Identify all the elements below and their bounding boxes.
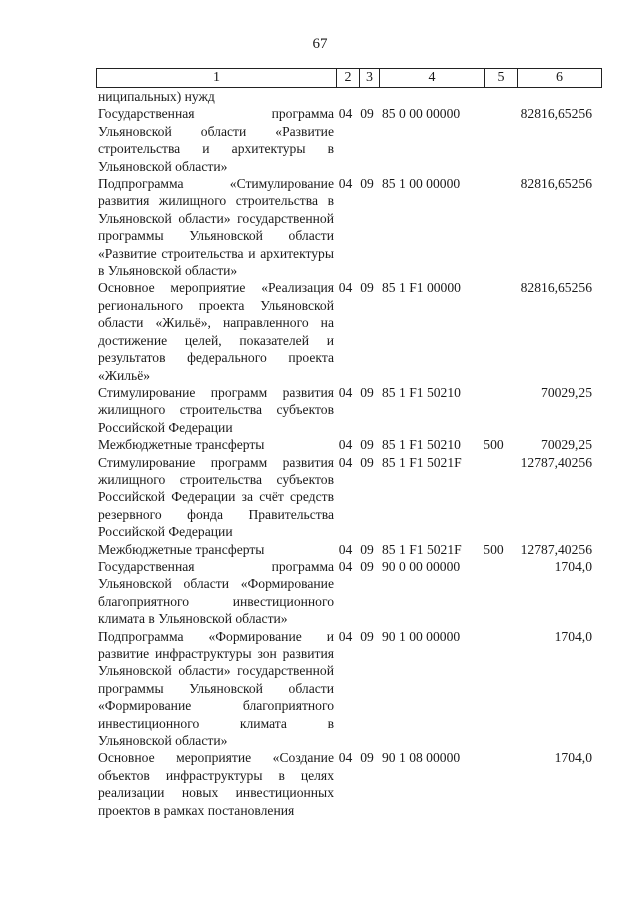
row-amount: 82816,65256 [520,106,592,122]
header-col-1: 1 [97,69,337,88]
row-subsection: 09 [360,437,374,453]
row-target-code: 85 1 F1 00000 [382,280,461,296]
row-subsection: 09 [360,176,374,192]
row-name: Межбюджетные трансферты [98,437,265,453]
row-name: Межбюджетные трансферты [98,541,265,557]
row-name: Стимулирование программ развития жилищного строительства субъектов Российской Федерации [98,384,334,435]
row-section: 04 [338,437,353,453]
row-section: 04 [338,750,353,766]
row-expense-type: 500 [483,541,504,557]
header-col-2: 2 [337,69,360,88]
row-amount: 12787,40256 [520,541,592,557]
row-subsection: 09 [360,541,374,557]
row-amount: 82816,65256 [520,280,592,296]
table-row [96,175,601,279]
row-name: Основное мероприятие «Создание объектов инфраструктуры в целях реализации новых инвестиционных проектов в рамках постановления [98,750,334,818]
row-subsection: 09 [360,384,374,400]
row-amount: 1704,0 [554,750,592,766]
table-row [96,105,601,175]
row-section: 04 [338,541,353,557]
row-name: Стимулирование программ развития жилищного строительства субъектов Российской Федерации за счёт средств резервного фонда Правительства Российской Федерации [98,454,334,540]
row-name: Подпрограмма «Стимулирование развития жилищного строительства в Ульяновской области» государственной программы Ульяновской области «Развитие строительства и архитектуры в Ульяновской области» [98,176,334,279]
header-col-3: 3 [360,69,380,88]
row-section: 04 [338,176,353,192]
table-row [96,749,601,819]
table-body [96,88,601,819]
row-expense-type: 500 [483,437,504,453]
row-subsection: 09 [360,454,374,470]
row-target-code: 85 1 F1 50210 [382,384,461,400]
row-target-code: 90 1 08 00000 [382,750,461,766]
row-name: Государственная программа Ульяновской области «Развитие строительства и архитектуры в Ульяновской области» [98,106,334,174]
header-col-4: 4 [380,69,485,88]
table-row [96,454,601,541]
row-target-code: 90 0 00 00000 [382,558,461,574]
table-header [96,68,602,88]
table-row [96,628,601,750]
row-target-code: 90 1 00 00000 [382,628,461,644]
table-row [96,88,601,105]
row-section: 04 [338,106,353,122]
row-name: Государственная программа Ульяновской области «Формирование благоприятного инвестиционного климата в Ульяновской области» [98,558,334,627]
row-subsection: 09 [360,628,374,644]
row-section: 04 [338,628,353,644]
row-section: 04 [338,454,353,470]
row-amount: 70029,25 [541,384,592,400]
row-amount: 12787,40256 [520,454,592,470]
row-amount: 82816,65256 [520,176,592,192]
row-subsection: 09 [360,750,374,766]
row-amount: 70029,25 [541,437,592,453]
table-row [96,541,601,558]
table-row [96,436,601,453]
row-subsection: 09 [360,558,374,574]
row-target-code: 85 1 F1 5021F [382,541,462,557]
row-amount: 1704,0 [554,558,592,574]
table-row [96,279,601,383]
row-subsection: 09 [360,280,374,296]
row-amount: 1704,0 [554,628,592,644]
table-row [96,558,601,628]
row-name: ниципальных) нужд [98,89,215,104]
row-section: 04 [338,558,353,574]
header-col-6: 6 [518,69,602,88]
page-number: 67 [312,36,328,52]
row-section: 04 [338,280,353,296]
header-col-5: 5 [485,69,518,88]
row-subsection: 09 [360,106,374,122]
row-target-code: 85 1 F1 50210 [382,437,461,453]
row-target-code: 85 0 00 00000 [382,106,461,122]
row-target-code: 85 1 F1 5021F [382,454,462,470]
row-section: 04 [338,384,353,400]
table-row [96,384,601,436]
row-name: Подпрограмма «Формирование и развитие инфраструктуры зон развития Ульяновской области» государственной программы Ульяновской области «Формирование благоприятного инвестиционного климата в Ульяновской области» [98,628,334,749]
row-target-code: 85 1 00 00000 [382,176,461,192]
row-name: Основное мероприятие «Реализация регионального проекта Ульяновской области «Жильё», направленного на достижение целей, показателей и результатов федерального проекта «Жильё» [98,280,334,383]
